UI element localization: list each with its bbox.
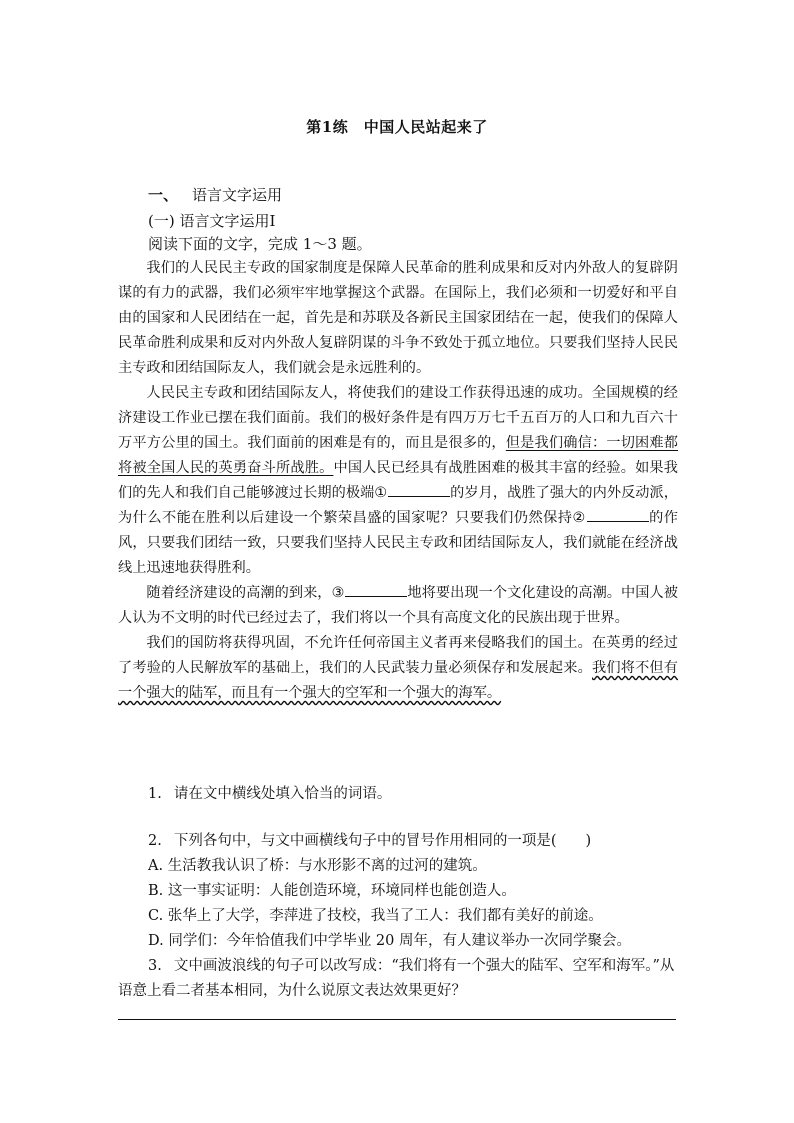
option-b[interactable]: B. 这一事实证明：人能创造环境，环境同样也能创造人。 <box>148 883 516 899</box>
paragraph-2-text: 中国人民已经具有战胜困难的极其丰富的经验。如果我们的先人和我们自己能够渡过长期的极端 <box>118 460 678 501</box>
blank-marker-1: ① <box>374 485 388 501</box>
question-2 <box>118 829 678 854</box>
question-text: 文中画波浪线的句子可以改写成：“我们将有一个强大的陆军、空军和海军。”从语意上看二者基本相同，为什么说原文表达效果更好？ <box>118 958 675 999</box>
question-number: 1. <box>148 786 162 802</box>
questions <box>118 782 678 1004</box>
subsection-heading: (一) 语言文字运用Ⅰ <box>148 212 276 230</box>
blank-2[interactable] <box>587 507 649 522</box>
answer-line[interactable] <box>118 1019 676 1020</box>
question-text: 下列各句中，与文中画横线句子中的冒号作用相同的一项是( ) <box>173 833 592 849</box>
blank-marker-2: ② <box>572 510 586 526</box>
paragraph-3-text: 随着经济建设的高潮的到来， <box>146 585 332 601</box>
paragraph-3 <box>118 581 678 631</box>
paragraph-1: 我们的人民民主专政的国家制度是保障人民革命的胜利成果和反对内外敌人的复辟阴谋的有力的武器，我们必须牢牢地掌握这个武器。在国际上，我们必须和一切爱好和平自由的国家和人民团结在一起，首先是和苏联及各新民主国家团结在一起，使我们的保障人民革命胜利成果和反对内外敌人复辟阴谋的斗争不致处于孤立地位。只要我们坚持人民民主专政和团结国际友人，我们就会是永远胜利的。 <box>118 260 678 376</box>
section-number: 一、 <box>148 186 179 204</box>
question-number: 2. <box>148 833 162 849</box>
section-label: 语言文字运用 <box>192 186 283 204</box>
blank-marker-3: ③ <box>331 585 345 601</box>
paragraph-4 <box>118 631 678 706</box>
option-c[interactable]: C. 张华上了大学，李萍进了技校，我当了工人：我们都有美好的前途。 <box>148 908 603 924</box>
reading-passage <box>118 256 678 706</box>
blank-3[interactable] <box>345 582 407 597</box>
question-1 <box>118 782 678 807</box>
paragraph-2-text: 的作风，只要我们团结一致，只要我们坚持人民民主专政和团结国际友人，我们就能在经济战线上迅速地获得胜利。 <box>118 510 678 576</box>
underlined-sentence: 但是我们确信：一切困难都将被全国人民的英勇奋斗所战胜。 <box>118 435 678 476</box>
section-heading <box>148 184 282 206</box>
option-a[interactable]: A. 生活教我认识了桥：与水形影不离的过河的建筑。 <box>148 858 487 874</box>
wavy-underlined-sentence: 我们将不但有一个强大的陆军，而且有一个强大的空军和一个强大的海军。 <box>118 660 678 701</box>
question-3 <box>118 954 678 1004</box>
page-title: 第1练 中国人民站起来了 <box>306 118 488 136</box>
paragraph-2-text: 的岁月，战胜了强大的内外反动派，为什么不能在胜利以后建设一个繁荣昌盛的国家呢？只要我们仍然保持 <box>118 485 678 526</box>
paragraph-4-text: 我们的国防将获得巩固，不允许任何帝国主义者再来侵略我们的国土。在英勇的经过了考验的人民解放军的基础上，我们的人民武装力量必须保存和发展起来。 <box>118 635 678 676</box>
paragraph-2 <box>118 381 678 581</box>
paragraph-2-text: 人民民主专政和团结国际友人，将使我们的建设工作获得迅速的成功。全国规模的经济建设工作业已摆在我们面前。我们的极好条件是有四万万七千五百万的人口和九百六十万平方公里的国土。我们面前的困难是有的，而且是很多的， <box>118 385 678 451</box>
blank-1[interactable] <box>388 482 450 497</box>
reading-instruction: 阅读下面的文字，完成 1～3 题。 <box>148 235 372 253</box>
question-text: 请在文中横线处填入恰当的词语。 <box>173 786 392 802</box>
question-number: 3. <box>148 958 162 974</box>
paragraph-3-text: 地将要出现一个文化建设的高潮。中国人被人认为不文明的时代已经过去了，我们将以一个具有高度文化的民族出现于世界。 <box>118 585 678 626</box>
option-d[interactable]: D. 同学们：今年恰值我们中学毕业 20 周年，有人建议举办一次同学聚会。 <box>148 933 631 949</box>
